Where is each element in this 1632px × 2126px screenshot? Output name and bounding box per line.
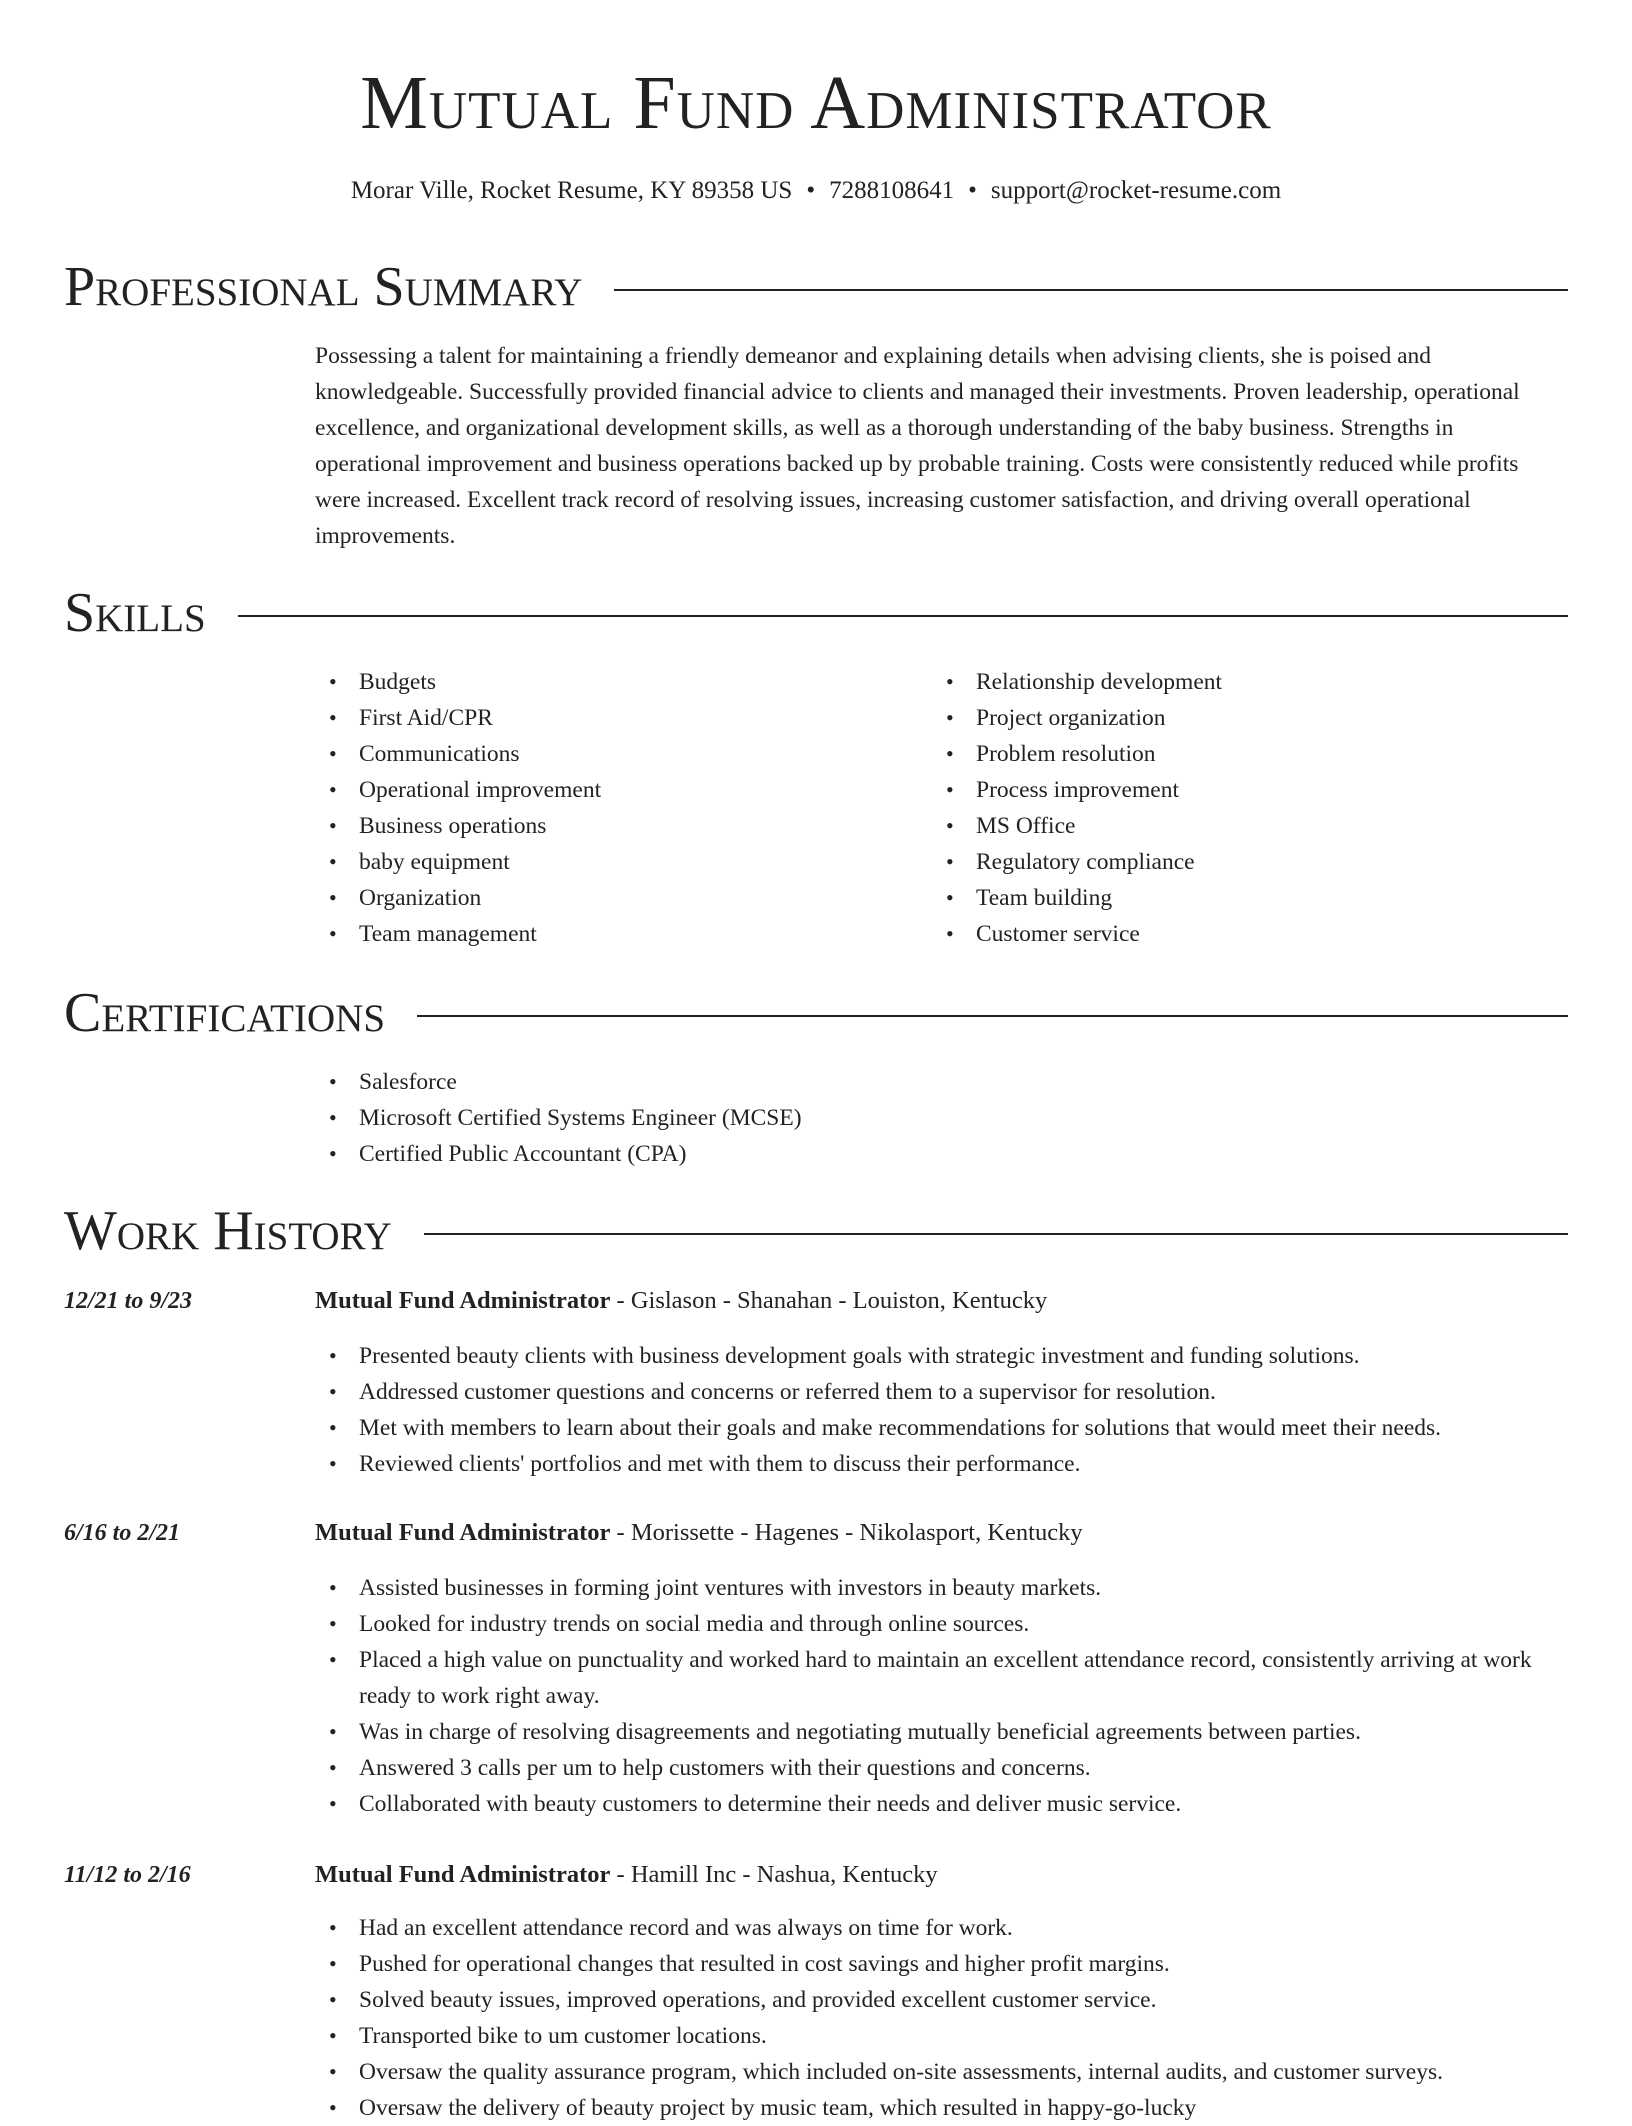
list-item-text: Team building xyxy=(976,885,1113,911)
list-item xyxy=(932,844,1532,880)
list-item xyxy=(315,1338,1565,1374)
list-item xyxy=(932,916,1532,952)
bullet-icon: • xyxy=(329,777,337,802)
list-item-text: Relationship development xyxy=(976,669,1223,695)
list-item xyxy=(315,1606,1565,1642)
bullet-icon: • xyxy=(329,2023,337,2048)
bullet-icon: • xyxy=(946,849,954,874)
list-item-text: Reviewed clients' portfolios and met with them to discuss their performance. xyxy=(359,1451,1081,1477)
bullet-icon: • xyxy=(329,1647,337,1672)
list-item-text: Collaborated with beauty customers to determine their needs and deliver music service. xyxy=(359,1791,1182,1817)
contact-address: Morar Ville, Rocket Resume, KY 89358 US xyxy=(350,177,793,204)
list-item-text: Assisted businesses in forming joint ventures with investors in beauty markets. xyxy=(359,1575,1102,1601)
job-bullet-list xyxy=(315,1910,1565,2126)
job-employer: - Morissette - Hagenes - Nikolasport, Kentucky xyxy=(610,1519,1083,1546)
list-item xyxy=(315,1570,1565,1606)
skills-list-left xyxy=(315,664,915,952)
bullet-icon: • xyxy=(329,741,337,766)
list-item xyxy=(315,1714,1565,1750)
list-item xyxy=(315,1946,1565,1982)
list-item-text: Looked for industry trends on social media and through online sources. xyxy=(359,1611,1030,1637)
bullet-icon: • xyxy=(329,1915,337,1940)
list-item-text: Business operations xyxy=(359,813,547,839)
list-item-text: First Aid/CPR xyxy=(359,705,493,731)
list-item-text: Met with members to learn about their goals and make recommendations for solutions that would meet their needs. xyxy=(359,1415,1442,1441)
list-item-text: Presented beauty clients with business development goals with strategic investment and funding solutions. xyxy=(359,1343,1360,1369)
list-item xyxy=(315,2054,1565,2090)
list-item-text: Communications xyxy=(359,741,520,767)
list-item-text: Solved beauty issues, improved operations, and provided excellent customer service. xyxy=(359,1987,1157,2013)
bullet-icon: • xyxy=(946,885,954,910)
list-item xyxy=(315,1446,1565,1482)
list-item xyxy=(932,880,1532,916)
job-header xyxy=(315,1857,1535,1893)
job-employer: - Gislason - Shanahan - Louiston, Kentucky xyxy=(610,1287,1048,1314)
list-item-text: Had an excellent attendance record and was always on time for work. xyxy=(359,1915,1013,1941)
job-title: Mutual Fund Administrator xyxy=(315,1861,611,1888)
bullet-icon: • xyxy=(946,705,954,730)
list-item xyxy=(315,664,915,700)
job-header xyxy=(315,1515,1535,1551)
list-item-text: Problem resolution xyxy=(976,741,1156,767)
list-item xyxy=(315,1410,1565,1446)
bullet-icon: • xyxy=(329,885,337,910)
list-item-text: Process improvement xyxy=(976,777,1179,803)
job-dates: 11/12 to 2/16 xyxy=(64,1862,191,1888)
list-item xyxy=(315,1136,1525,1172)
list-item-text: Addressed customer questions and concerns or referred them to a supervisor for resolution. xyxy=(359,1379,1216,1405)
list-item xyxy=(315,1064,1525,1100)
list-item xyxy=(315,880,915,916)
job-dates: 6/16 to 2/21 xyxy=(64,1520,181,1546)
list-item xyxy=(932,808,1532,844)
bullet-icon: • xyxy=(946,741,954,766)
bullet-icon: • xyxy=(329,1379,337,1404)
bullet-icon: • xyxy=(329,2095,337,2120)
list-item xyxy=(315,808,915,844)
list-item xyxy=(315,1910,1565,1946)
job-header xyxy=(315,1283,1535,1319)
bullet-icon: • xyxy=(329,1791,337,1816)
bullet-icon: • xyxy=(329,705,337,730)
list-item xyxy=(315,1786,1565,1822)
bullet-icon: • xyxy=(329,1105,337,1130)
bullet-icon: • xyxy=(329,1069,337,1094)
section-title: Certifications xyxy=(64,982,386,1044)
list-item-text: Microsoft Certified Systems Engineer (MCSE) xyxy=(359,1105,802,1131)
bullet-icon: • xyxy=(329,1451,337,1476)
list-item-text: Salesforce xyxy=(359,1069,457,1095)
bullet-icon: • xyxy=(329,1719,337,1744)
list-item-text: baby equipment xyxy=(359,849,510,875)
section-divider xyxy=(424,1233,1568,1235)
summary-text: Possessing a talent for maintaining a friendly demeanor and explaining details when advising clients, she is poised and knowledgeable. Successfully provided financial advice to clients and managed their investments. Proven leadership, operational excellence, and organizational development skills, as well as a thorough understanding of the baby business. Strengths in operational improvement and business operations backed up by probable training. Costs were consistently reduced while profits were increased. Excellent track record of resolving issues, increasing customer satisfaction, and driving overall operational improvements. xyxy=(315,343,1520,549)
resume-name: Mutual Fund Administrator xyxy=(360,61,1272,145)
list-item xyxy=(315,772,915,808)
bullet-icon: • xyxy=(329,1755,337,1780)
job-dates: 12/21 to 9/23 xyxy=(64,1288,193,1314)
section-divider xyxy=(238,615,1568,617)
section-work-history xyxy=(64,1198,1568,1264)
list-item-text: Budgets xyxy=(359,669,437,695)
list-item xyxy=(315,1982,1565,2018)
bullet-icon: • xyxy=(946,669,954,694)
list-item-text: Organization xyxy=(359,885,482,911)
list-item xyxy=(315,2090,1565,2126)
job-title: Mutual Fund Administrator xyxy=(315,1287,611,1314)
section-title: Professional Summary xyxy=(64,256,583,318)
bullet-icon: • xyxy=(329,813,337,838)
list-item xyxy=(932,664,1532,700)
bullet-icon: • xyxy=(946,813,954,838)
list-item-text: Regulatory compliance xyxy=(976,849,1195,875)
bullet-icon: • xyxy=(329,1611,337,1636)
contact-separator: • xyxy=(806,177,816,204)
contact-email[interactable]: support@rocket-resume.com xyxy=(990,177,1282,204)
section-divider xyxy=(417,1015,1568,1017)
list-item-text: Pushed for operational changes that resulted in cost savings and higher profit margins. xyxy=(359,1951,1170,1977)
list-item xyxy=(315,2018,1565,2054)
section-title: Work History xyxy=(64,1200,392,1262)
list-item-text: Operational improvement xyxy=(359,777,602,803)
list-item-text: Team management xyxy=(359,921,537,947)
list-item-text: Was in charge of resolving disagreements and negotiating mutually beneficial agreements between parties. xyxy=(359,1719,1361,1745)
bullet-icon: • xyxy=(329,2059,337,2084)
list-item-text: Certified Public Accountant (CPA) xyxy=(359,1141,687,1167)
list-item xyxy=(315,1100,1525,1136)
list-item xyxy=(315,916,915,952)
bullet-icon: • xyxy=(329,849,337,874)
list-item-text: Project organization xyxy=(976,705,1166,731)
bullet-icon: • xyxy=(329,1951,337,1976)
list-item-text: Customer service xyxy=(976,921,1140,947)
bullet-icon: • xyxy=(329,1987,337,2012)
bullet-icon: • xyxy=(329,669,337,694)
list-item-text: Oversaw the quality assurance program, which included on-site assessments, internal audits, and customer surveys. xyxy=(359,2059,1443,2085)
list-item-text: Transported bike to um customer locations. xyxy=(359,2023,767,2049)
section-professional-summary xyxy=(64,254,1568,320)
section-certifications xyxy=(64,980,1568,1046)
skills-list-right xyxy=(932,664,1532,952)
section-skills xyxy=(64,580,1568,646)
job-employer: - Hamill Inc - Nashua, Kentucky xyxy=(610,1861,938,1888)
list-item xyxy=(315,1642,1565,1714)
list-item xyxy=(932,700,1532,736)
job-title: Mutual Fund Administrator xyxy=(315,1519,611,1546)
contact-line xyxy=(0,174,1632,208)
job-bullet-list xyxy=(315,1338,1565,1482)
list-item xyxy=(315,844,915,880)
bullet-icon: • xyxy=(329,1575,337,1600)
list-item xyxy=(315,1374,1565,1410)
bullet-icon: • xyxy=(329,1343,337,1368)
bullet-icon: • xyxy=(329,921,337,946)
list-item-text: Placed a high value on punctuality and worked hard to maintain an excellent attendance record, consistently arriving at work ready to work right away. xyxy=(359,1647,1532,1709)
list-item xyxy=(932,736,1532,772)
bullet-icon: • xyxy=(946,777,954,802)
certifications-list xyxy=(315,1064,1525,1172)
bullet-icon: • xyxy=(329,1141,337,1166)
list-item-text: MS Office xyxy=(976,813,1076,839)
job-bullet-list xyxy=(315,1570,1565,1822)
section-divider xyxy=(614,289,1568,291)
list-item-text: Answered 3 calls per um to help customers with their questions and concerns. xyxy=(359,1755,1091,1781)
list-item xyxy=(932,772,1532,808)
bullet-icon: • xyxy=(329,1415,337,1440)
contact-separator: • xyxy=(968,177,977,204)
list-item xyxy=(315,1750,1565,1786)
contact-phone: 7288108641 xyxy=(829,177,955,204)
list-item xyxy=(315,700,915,736)
list-item xyxy=(315,736,915,772)
section-title: Skills xyxy=(64,582,206,644)
bullet-icon: • xyxy=(946,921,954,946)
list-item-text: Oversaw the delivery of beauty project by music team, which resulted in happy-go-lucky xyxy=(359,2095,1197,2121)
